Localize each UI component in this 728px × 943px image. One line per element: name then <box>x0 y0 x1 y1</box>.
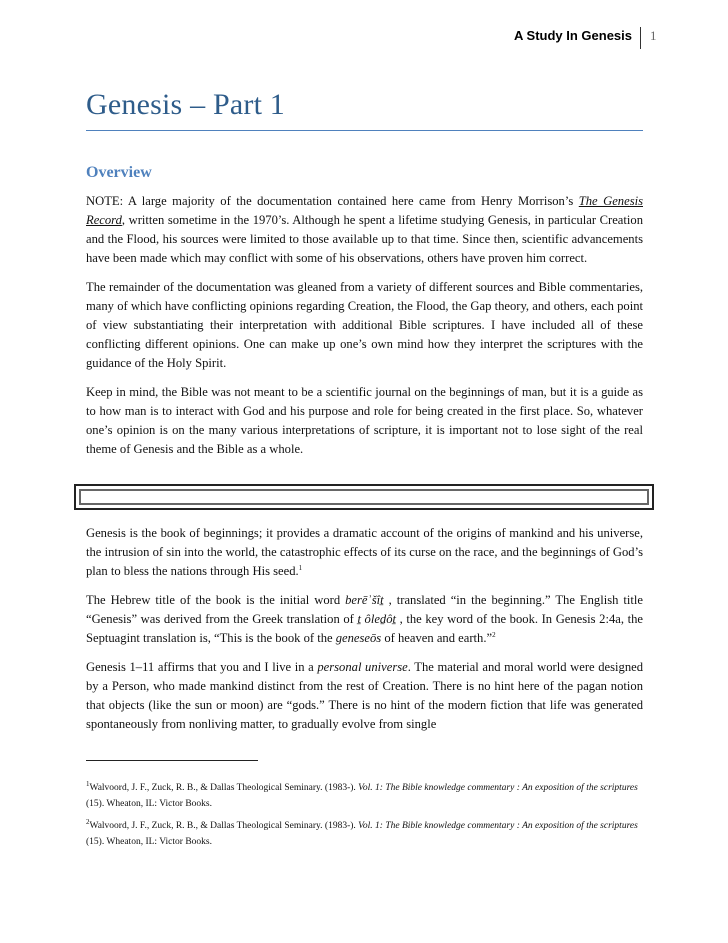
book-title-link: The Genesis Record <box>86 194 643 227</box>
running-header-title: A Study In Genesis <box>514 28 632 43</box>
p5-text-c: , the key word of the book. In Genesis 2:4a, the Septuagint translation is, “This is the book of the <box>86 612 643 645</box>
p6-text-b: . The material and moral world were designed by a Person, who made mankind distinct from the rest of Creation. There is no hint here of the pagan notion that objects (like the sun or moon) are “gods.” There is no hint of the modern fiction that life was generated spontaneously from nonliving matter, to gradually evolve from single <box>86 660 644 731</box>
footnote-2 <box>86 818 643 850</box>
header-divider <box>640 27 641 49</box>
body-paragraph-2 <box>86 591 643 648</box>
body-section <box>86 524 643 744</box>
p1-text-a: NOTE: A large majority of the documentation contained here came from Henry Morrison’s <box>86 194 579 208</box>
page-number: 1 <box>650 28 657 43</box>
chapter-title: Genesis – Part 1 <box>86 88 286 121</box>
body-paragraph-3 <box>86 658 643 734</box>
greek-word: ṯ ôleḏôṯ <box>357 612 397 626</box>
footnote-ref-2: 2 <box>492 630 496 639</box>
overview-paragraph-3: Keep in mind, the Bible was not meant to be a scientific journal on the beginnings of man, but it is a guide as to how man is to interact with God and his purpose and role for being created in the first place. So, whatever one’s opinion is on the many various interpretations of scripture, it is important not to lose sight of the real theme of Genesis and the Bible as a whole. <box>86 385 643 456</box>
overview-section <box>86 192 643 469</box>
p5-text-d: of heaven and earth.” <box>381 631 493 645</box>
footnote-2-mark: 2 <box>86 817 90 826</box>
p5-text-a: The Hebrew title of the book is the initial word <box>86 593 346 607</box>
title-underline <box>86 130 643 131</box>
section-divider-bar <box>74 484 654 510</box>
hebrew-word: berēʾšîṯ <box>345 593 384 607</box>
overview-paragraph-1 <box>86 192 643 268</box>
p5-text-b: , translated “in the beginning.” The English title “Genesis” was derived from the Greek translation of <box>86 593 643 626</box>
footnote-1-text-b: (15). Wheaton, IL: Victor Books. <box>86 799 212 809</box>
footnote-1-title: Vol. 1: The Bible knowledge commentary : An exposition of the scriptures <box>358 783 638 793</box>
section-heading-overview: Overview <box>86 164 152 181</box>
personal-universe-emphasis: personal universe <box>317 660 408 674</box>
footnote-ref-1: 1 <box>298 563 303 572</box>
footnote-separator <box>86 760 258 761</box>
footnote-2-text-b: (15). Wheaton, IL: Victor Books. <box>86 837 212 847</box>
p6-text-a: Genesis 1–11 affirms that you and I live in a <box>86 660 318 674</box>
body-paragraph-1 <box>86 524 643 581</box>
overview-paragraph-2: The remainder of the documentation was gleaned from a variety of different sources and Bible commentaries, many of which have conflicting opinions regarding Creation, the Flood, the Gap theory, and others, each point of view substantiating their interpretation with additional Bible scriptures. I have included all of these conflicting different opinions. One can make up one’s own mind how they interpret the scriptures with the guidance of the Holy Spirit. <box>86 280 643 370</box>
geneseos-word: geneseōs <box>335 631 382 645</box>
p4-text: Genesis is the book of beginnings; it provides a dramatic account of the origins of mankind and his universe, the intrusion of sin into the world, the catastrophic effects of its curse on the race, and the beginnings of God’s plan to bless the nations through His seed. <box>86 526 643 578</box>
footnote-1-text-a: Walvoord, J. F., Zuck, R. B., & Dallas Theological Seminary. (1983-). <box>89 783 359 793</box>
footnote-1 <box>86 780 643 812</box>
footnote-1-mark: 1 <box>86 779 90 788</box>
footnote-2-text-a: Walvoord, J. F., Zuck, R. B., & Dallas Theological Seminary. (1983-). <box>89 821 359 831</box>
p1-text-b: , written sometime in the 1970’s. Although he spent a lifetime studying Genesis, in particular Creation and the Flood, his sources were limited to those available up to that time. Since then, scientific advancements have been made which may conflict with some of his observations, others have proven him correct. <box>86 213 643 265</box>
footnote-2-title: Vol. 1: The Bible knowledge commentary : An exposition of the scriptures <box>358 821 638 831</box>
